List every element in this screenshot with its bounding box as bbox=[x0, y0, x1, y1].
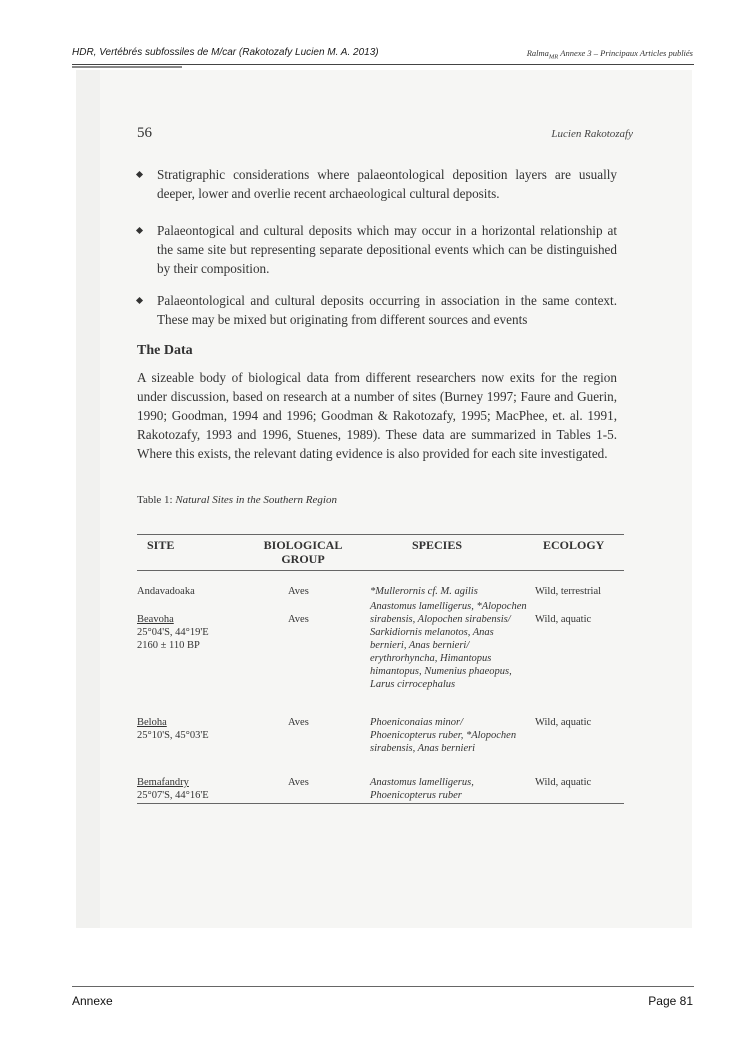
table-cell-ecology: Wild, aquatic bbox=[535, 717, 592, 728]
table-header-ecology: ECOLOGY bbox=[543, 538, 605, 552]
table-cell-date: 2160 ± 110 BP bbox=[137, 640, 200, 651]
scan-page-number: 56 bbox=[137, 125, 152, 141]
table-cell-coords: 25°07'S, 44°16'E bbox=[137, 790, 209, 801]
table-cell-site: Beavoha bbox=[137, 614, 174, 625]
table-top-rule bbox=[137, 534, 624, 535]
table-cell-ecology: Wild, aquatic bbox=[535, 614, 592, 625]
footer-page-number: Page 81 bbox=[648, 994, 693, 1008]
table-caption bbox=[137, 494, 337, 506]
table-header-biological-group: BIOLOGICAL GROUP bbox=[263, 538, 343, 566]
header-right-prefix: Ralma bbox=[526, 48, 549, 58]
table-cell-group: Aves bbox=[288, 614, 309, 625]
bullet-diamond-icon bbox=[136, 171, 143, 178]
table-cell-ecology: Wild, terrestrial bbox=[535, 586, 602, 597]
bullet-diamond-icon bbox=[136, 297, 143, 304]
bullet-item bbox=[137, 165, 617, 203]
bullet-text: Palaeontogical and cultural deposits which may occur in a horizontal relationship at the same site but representing separate depositional events which can be distinguished by their composition. bbox=[157, 223, 617, 276]
running-header-left: HDR, Vertébrés subfossiles de M/car (Rakotozafy Lucien M. A. 2013) bbox=[72, 47, 379, 58]
table-cell-site: Beloha bbox=[137, 717, 167, 728]
table-header-species: SPECIES bbox=[412, 538, 463, 552]
section-title: The Data bbox=[137, 343, 193, 358]
footer-rule bbox=[72, 986, 694, 987]
table-caption-title: Natural Sites in the Southern Region bbox=[175, 494, 337, 506]
bullet-diamond-icon bbox=[136, 227, 143, 234]
body-paragraph: A sizeable body of biological data from different researchers now exits for the region under discussion, based on research at a number of sites (Burney 1997; Faure and Guerin, 1990; Goodman, 1994 and 1996; Goodman & Rakotozafy, 1995; MacPhee, et. al. 1991, Rakotozafy, 1993 and 1996, Stuenes, 1989). These data are summarized in Tables 1-5. Where this exists, the relevant dating evidence is also provided for each site investigated. bbox=[137, 370, 617, 461]
table-cell-group: Aves bbox=[288, 586, 309, 597]
table-cell-coords: 25°10'S, 45°03'E bbox=[137, 730, 209, 741]
scan-running-author: Lucien Rakotozafy bbox=[551, 128, 633, 140]
table-cell-group: Aves bbox=[288, 777, 309, 788]
table-caption-label: Table 1: bbox=[137, 494, 176, 506]
bullet-item bbox=[137, 221, 617, 278]
table-cell-group: Aves bbox=[288, 717, 309, 728]
table-cell-coords: 25°04'S, 44°19'E bbox=[137, 627, 209, 638]
table-cell-species: *Mullerornis cf. M. agilis bbox=[370, 586, 478, 597]
header-right-subscript: MR bbox=[548, 53, 559, 61]
bullet-text: Palaeontological and cultural deposits occurring in association in the same context. These may be mixed but originating from different sources and events bbox=[157, 293, 617, 327]
table-cell-site: Andavadoaka bbox=[137, 586, 195, 597]
table-cell-site: Bemafandry bbox=[137, 777, 189, 788]
table-cell-species: Phoeniconaias minor/ Phoenicopterus ruber, *Alopochen sirabensis, Anas bernieri bbox=[370, 717, 517, 754]
table-cell-species: Anastomus lamelligerus, Phoenicopterus ruber bbox=[370, 777, 474, 801]
header-rule bbox=[72, 64, 694, 65]
bullet-item bbox=[137, 291, 617, 329]
table-header-site: SITE bbox=[147, 538, 175, 552]
running-header-right bbox=[527, 48, 693, 61]
footer-left: Annexe bbox=[72, 994, 113, 1008]
bullet-text: Stratigraphic considerations where palaeontological deposition layers are usually deeper, lower and overlie recent archaeological cultural deposits. bbox=[157, 167, 617, 201]
table-bottom-rule bbox=[137, 803, 624, 804]
header-rule-accent bbox=[72, 66, 182, 68]
table-cell-ecology: Wild, aquatic bbox=[535, 777, 592, 788]
table-header-rule bbox=[137, 570, 624, 571]
header-right-rest: Annexe 3 – Principaux Articles publiés bbox=[558, 48, 693, 58]
table-cell-species: Anastomus lamelligerus, *Alopochen sirabensis, Alopochen sirabensis/ Sarkidiornis melanotos, Anas bernieri, Anas bernieri/ erythrorhyncha, Himantopus himantopus, Numenius phaeopus, Larus cirrocephalus bbox=[370, 601, 527, 690]
